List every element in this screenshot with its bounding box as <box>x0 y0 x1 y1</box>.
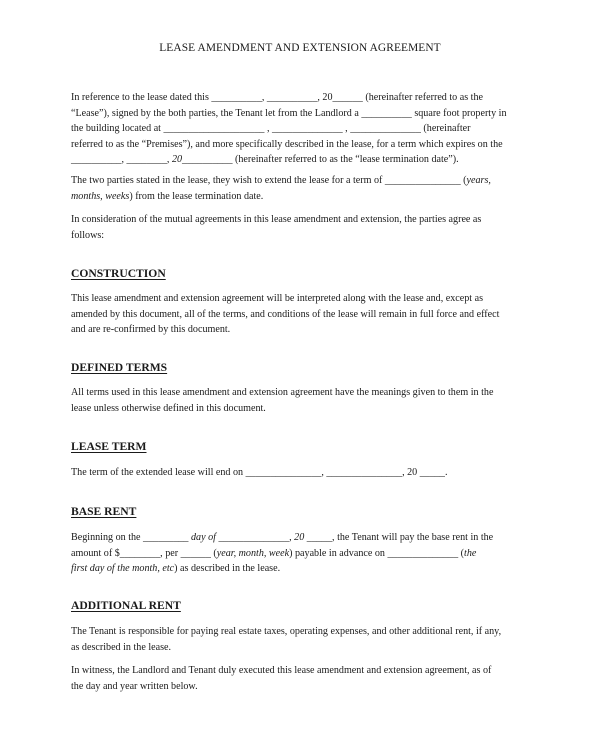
construction-line: amended by this document, all of the terms, and conditions of the lease will remain in full force and effect <box>71 308 500 320</box>
extension-line: The two parties stated in the lease, they wish to extend the lease for a term of _______________ (years, <box>71 175 491 186</box>
lease-term-line: The term of the extended lease will end on _______________, _______________, 20 _____. <box>71 467 448 478</box>
additional-rent-line: The Tenant is responsible for paying real estate taxes, operating expenses, and other additional rent, if any, <box>71 626 502 637</box>
base-rent-heading: BASE RENT <box>71 505 137 518</box>
base-rent-line: first day of the month, etc) as described in the lease. <box>71 563 281 574</box>
defined-terms-heading: DEFINED TERMS <box>71 361 168 374</box>
intro-paragraph <box>71 90 551 168</box>
base-rent-paragraph <box>71 530 551 577</box>
intro-line: In reference to the lease dated this __________, __________, 20______ (hereinafter referred to as the <box>71 92 484 103</box>
witness-paragraph <box>71 663 551 694</box>
extension-paragraph <box>71 173 551 204</box>
intro-line: referred to as the “Premises”), and more specifically described in the lease, for a term which expires on the <box>71 138 503 150</box>
base-rent-line: Beginning on the _________ day of ______________, 20 _____, the Tenant will pay the base rent in the <box>71 532 494 543</box>
consideration-paragraph <box>71 212 551 243</box>
lease-term-heading: LEASE TERM <box>71 440 147 453</box>
defined-terms-paragraph <box>71 385 551 416</box>
document-title: LEASE AMENDMENT AND EXTENSION AGREEMENT <box>159 42 441 54</box>
intro-line: the building located at ____________________ , ______________ , ______________ (hereinafter <box>71 123 471 134</box>
defined-terms-line: All terms used in this lease amendment and extension agreement have the meanings given to them in the <box>71 387 494 398</box>
base-rent-line: amount of $________, per ______ (year, month, week) payable in advance on ______________ (the <box>71 547 477 559</box>
consideration-line: In consideration of the mutual agreements in this lease amendment and extension, the parties agree as <box>71 214 482 225</box>
additional-rent-heading: ADDITIONAL RENT <box>71 599 181 612</box>
construction-line: and are re-confirmed by this document. <box>71 324 231 335</box>
witness-line: In witness, the Landlord and Tenant duly executed this lease amendment and extension agreement, as of <box>71 665 492 676</box>
defined-terms-line: lease unless otherwise defined in this document. <box>71 402 266 414</box>
lease-term-paragraph <box>71 465 551 481</box>
construction-line: This lease amendment and extension agreement will be interpreted along with the lease and, except as <box>71 293 484 304</box>
intro-line: __________, ________, 20__________ (hereinafter referred to as the “lease termination date”). <box>71 154 459 165</box>
additional-rent-line: as described in the lease. <box>71 641 172 653</box>
construction-heading: CONSTRUCTION <box>71 267 166 280</box>
additional-rent-paragraph <box>71 624 551 655</box>
extension-line: months, weeks) from the lease termination date. <box>71 190 264 202</box>
witness-line: the day and year written below. <box>71 680 198 692</box>
intro-line: “Lease”), signed by the both parties, the Tenant let from the Landlord a __________ square foot property in <box>71 107 507 119</box>
construction-paragraph <box>71 291 551 338</box>
consideration-line: follows: <box>71 229 105 241</box>
